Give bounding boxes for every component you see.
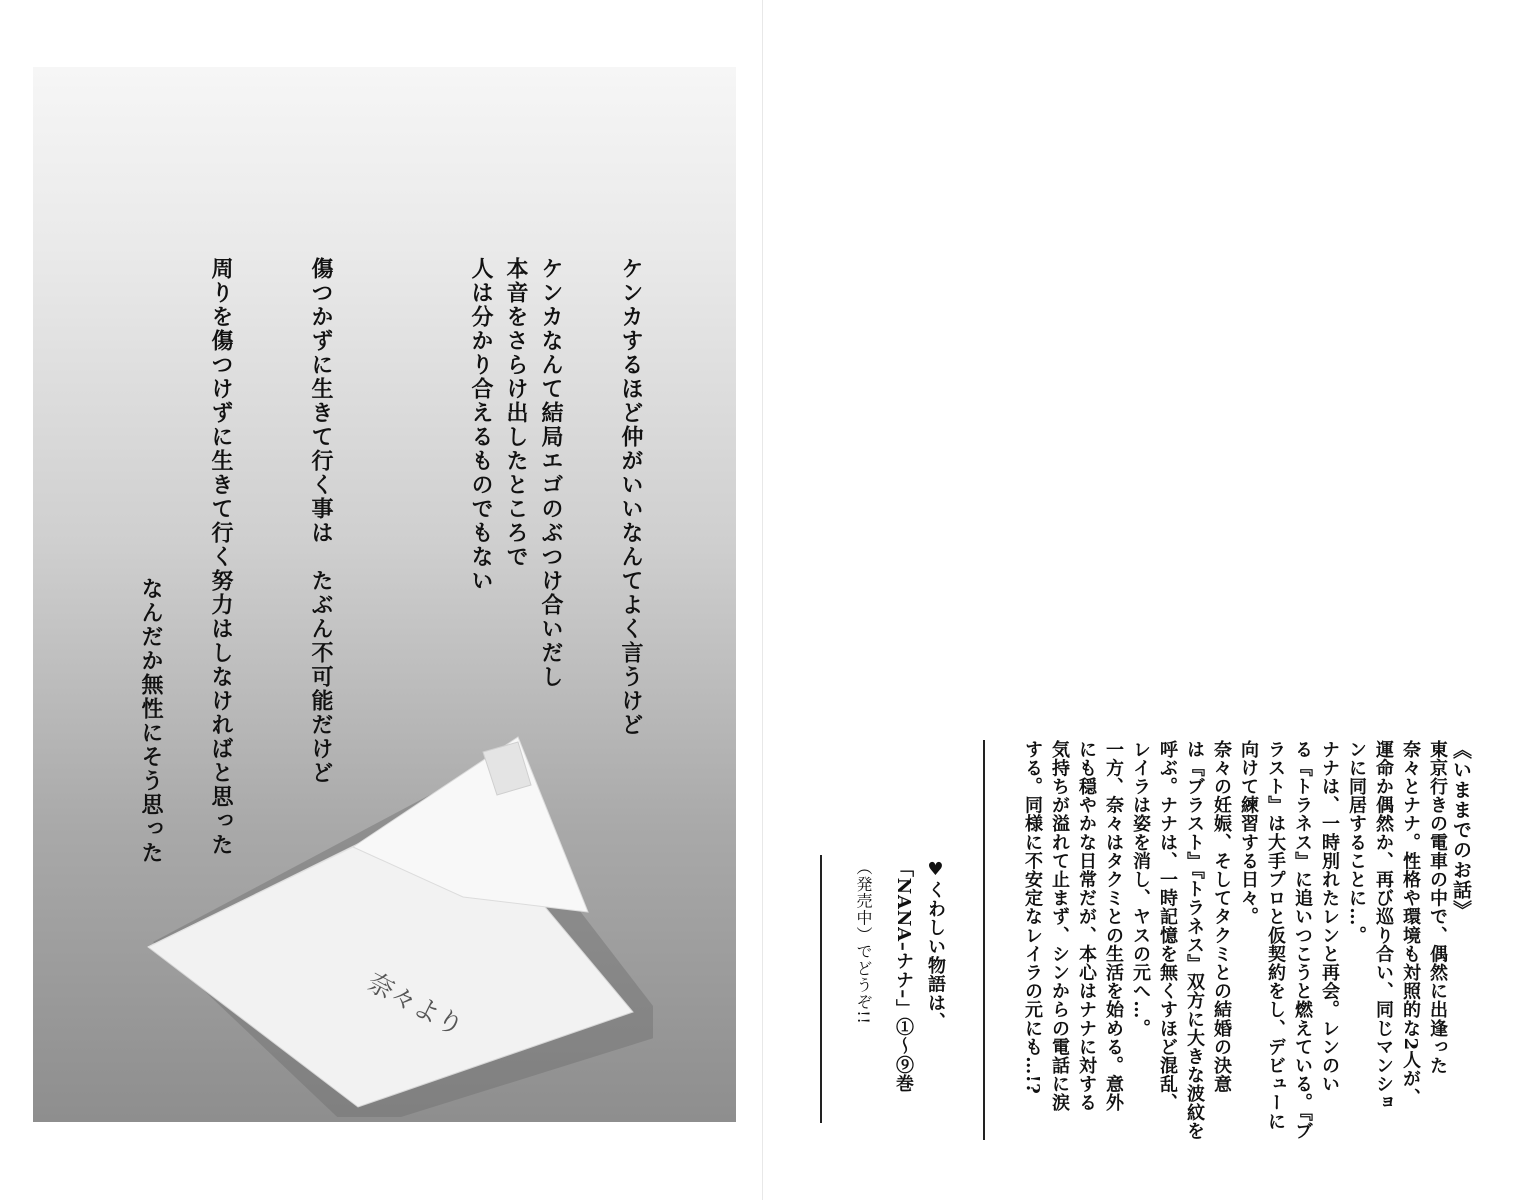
story-line: レイラは姿を消し、ヤスの元へ…。 xyxy=(1130,740,1151,1038)
info-line-3: （発売中）でどうぞ!! xyxy=(854,859,873,1025)
story-line: ンに同居することに…。 xyxy=(1346,740,1367,945)
story-line: る『トラネス』に追いつこうと燃えている。『ブ xyxy=(1292,740,1313,1141)
envelope-handwriting: 奈々より xyxy=(362,967,468,1043)
story-line: 奈々の妊娠、そしてタクミとの結婚の決意 xyxy=(1211,740,1232,1094)
story-line: 運命か偶然か、再び巡り合い、同じマンショ xyxy=(1373,740,1394,1112)
story-line: 向けて練習する日々。 xyxy=(1238,740,1259,926)
page-fold xyxy=(762,0,763,1200)
poem-line-2: ケンカなんて結局エゴのぶつけ合いだし xyxy=(538,257,564,689)
story-line: ラスト』は大手プロと仮契約をし、デビューに xyxy=(1265,740,1286,1131)
poem-line-7: なんだか無性にそう思った xyxy=(138,577,164,865)
story-line: 気持ちが溢れて止まず、シンからの電話に涙 xyxy=(1049,740,1070,1112)
poem-line-4: 人は分かり合えるものでもない xyxy=(468,257,494,593)
poem-line-3: 本音をさらけ出したところで xyxy=(503,257,529,569)
poem-line-1: ケンカするほど仲がいいなんてよく言うけど xyxy=(618,257,644,737)
poem-line-5: 傷つかずに生きて行く事は たぶん不可能だけど xyxy=(308,257,334,785)
series-info xyxy=(820,855,967,1123)
poem-line-6: 周りを傷つけずに生きて行く努力はしなければと思った xyxy=(208,257,234,857)
story-line: 奈々とナナ。性格や環境も対照的な2人が、 xyxy=(1400,740,1421,1107)
story-line: 東京行きの電車の中で、偶然に出逢った xyxy=(1427,740,1448,1075)
story-title: 《いままでのお話》 xyxy=(1450,740,1472,920)
story-line: にも穏やかな日常だが、本心はナナに対する xyxy=(1076,740,1097,1112)
envelope-illustration xyxy=(133,697,653,1117)
story-summary xyxy=(983,740,1475,1140)
left-page-photo xyxy=(33,67,736,1122)
info-line-1: ♥くわしい物語は、 xyxy=(925,859,946,1032)
story-line: 一方、奈々はタクミとの生活を始める。意外 xyxy=(1103,740,1124,1112)
story-line: 呼ぶ。ナナは、一時記憶を無くすほど混乱、 xyxy=(1157,740,1178,1112)
story-line: ナナは、一時別れたレンと再会。レンのい xyxy=(1319,740,1340,1094)
info-line-2: 「NANA–ナナ–」①～⑨巻 xyxy=(893,859,914,1094)
story-line: は『ブラスト』『トラネス』双方に大きな波紋を xyxy=(1184,740,1205,1141)
story-line: する。同様に不安定なレイラの元にも…!? xyxy=(1022,740,1043,1095)
